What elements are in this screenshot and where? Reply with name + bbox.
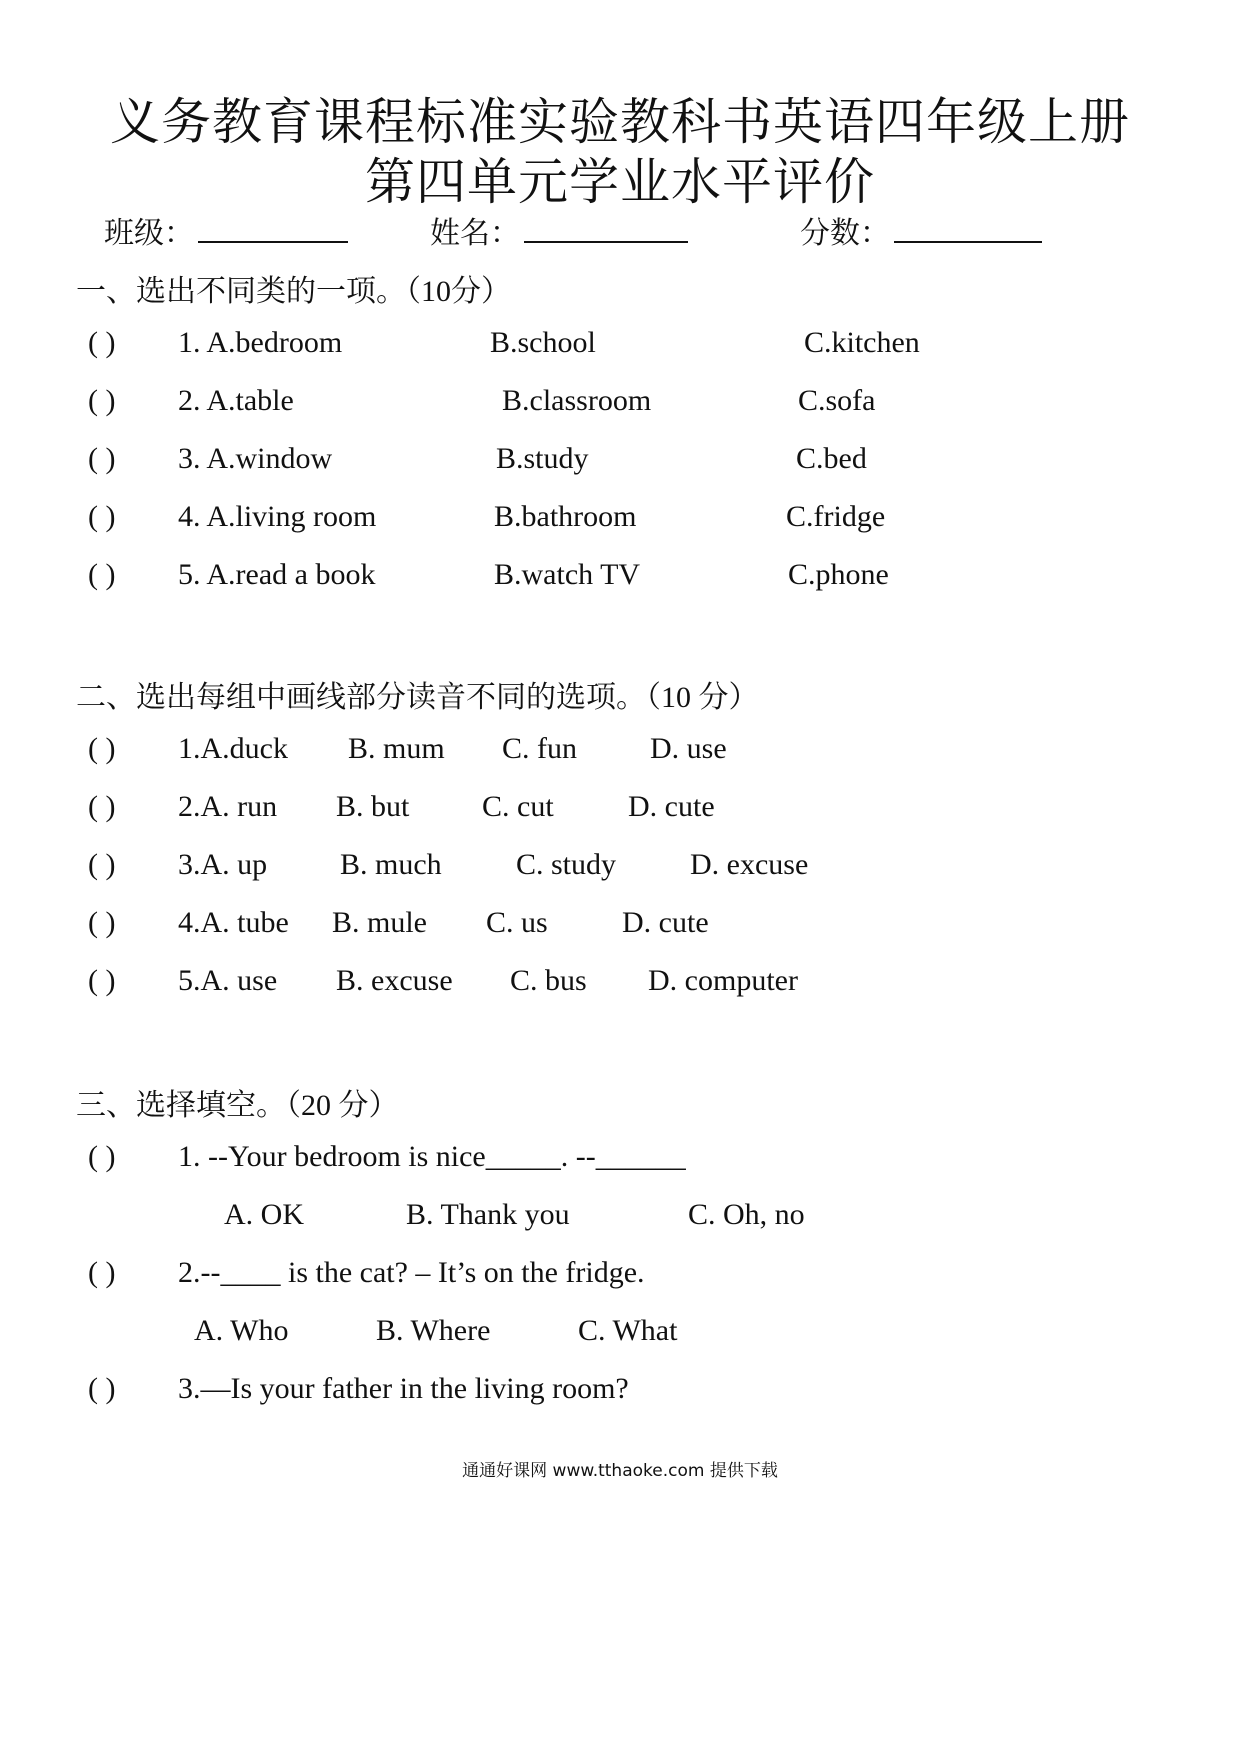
s1-q5-c: C.phone (788, 558, 889, 591)
s2-q2-c: C. cut (482, 790, 554, 823)
s1-q5-bracket[interactable]: ( ) (88, 558, 116, 591)
s1-q1-bracket[interactable]: ( ) (88, 326, 116, 359)
s2-q1-b: B. mum (348, 732, 445, 765)
s2-q1-bracket[interactable]: ( ) (88, 732, 116, 765)
s2-q5-c: C. bus (510, 964, 587, 997)
s3-q1-bracket[interactable]: ( ) (88, 1140, 116, 1173)
s1-q2-c: C.sofa (798, 384, 876, 417)
s3-q2-c: C. What (578, 1314, 678, 1347)
s1-q3-b: B.study (496, 442, 589, 475)
name-label: 姓名： (430, 217, 520, 250)
s2-q1-a: 1.A.duck (178, 732, 288, 765)
s1-q1-c: C.kitchen (804, 326, 920, 359)
s2-q4-a: 4.A. tube (178, 906, 289, 939)
s2-q5-d: D. computer (648, 964, 798, 997)
section2-heading: 二、选出每组中画线部分读音不同的选项。（10 分） (76, 681, 759, 714)
s1-q1-b: B.school (490, 326, 596, 359)
s2-q5-bracket[interactable]: ( ) (88, 964, 116, 997)
s3-q2-text: 2.--____ is the cat? – It’s on the fridge. (178, 1256, 645, 1289)
s2-q2-bracket[interactable]: ( ) (88, 790, 116, 823)
s2-q5-a: 5.A. use (178, 964, 278, 997)
s1-q3-c: C.bed (796, 442, 867, 475)
s1-q3-bracket[interactable]: ( ) (88, 442, 116, 475)
s2-q4-bracket[interactable]: ( ) (88, 906, 116, 939)
s2-q2-a: 2.A. run (178, 790, 278, 823)
page-title: 义务教育课程标准实验教科书英语四年级上册 (110, 94, 1130, 150)
s3-q3-bracket[interactable]: ( ) (88, 1372, 116, 1405)
score-label: 分数： (800, 217, 890, 250)
page-subtitle: 第四单元学业水平评价 (365, 154, 875, 210)
s1-q3-a: 3. A.window (178, 442, 333, 475)
s2-q2-b: B. but (336, 790, 410, 823)
s1-q4-a: 4. A.living room (178, 500, 377, 533)
s3-q1-a: A. OK (224, 1198, 304, 1231)
s3-q1-text: 1. --Your bedroom is nice_____. --______ (178, 1140, 686, 1173)
s3-q2-bracket[interactable]: ( ) (88, 1256, 116, 1289)
s2-q5-b: B. excuse (336, 964, 453, 997)
s1-q2-b: B.classroom (502, 384, 652, 417)
s2-q1-c: C. fun (502, 732, 577, 765)
name-blank[interactable] (524, 211, 688, 243)
s1-q5-a: 5. A.read a book (178, 558, 376, 591)
class-label: 班级： (104, 217, 194, 250)
footer-credit: 通通好课网 www.tthaoke.com 提供下载 (462, 1461, 778, 1481)
s2-q4-c: C. us (486, 906, 548, 939)
s1-q2-bracket[interactable]: ( ) (88, 384, 116, 417)
s2-q3-c: C. study (516, 848, 617, 881)
s2-q1-d: D. use (650, 732, 727, 765)
s3-q1-b: B. Thank you (406, 1198, 570, 1231)
s2-q3-a: 3.A. up (178, 848, 268, 881)
s2-q3-bracket[interactable]: ( ) (88, 848, 116, 881)
section1-heading: 一、选出不同类的一项。（10分） (76, 275, 511, 308)
s3-q3-text: 3.—Is your father in the living room? (178, 1372, 629, 1405)
name-field (430, 208, 688, 252)
class-blank[interactable] (198, 211, 348, 243)
s1-q1-a: 1. A.bedroom (178, 326, 343, 359)
s1-q4-bracket[interactable]: ( ) (88, 500, 116, 533)
s1-q4-b: B.bathroom (494, 500, 637, 533)
s2-q4-d: D. cute (622, 906, 709, 939)
section3-heading: 三、选择填空。（20 分） (76, 1089, 399, 1122)
s3-q2-a: A. Who (194, 1314, 289, 1347)
s2-q4-b: B. mule (332, 906, 427, 939)
s1-q4-c: C.fridge (786, 500, 886, 533)
s3-q1-c: C. Oh, no (688, 1198, 805, 1231)
score-field (800, 208, 1042, 252)
class-field (104, 208, 348, 252)
s1-q2-a: 2. A.table (178, 384, 294, 417)
s2-q3-d: D. excuse (690, 848, 809, 881)
s2-q2-d: D. cute (628, 790, 715, 823)
score-blank[interactable] (894, 211, 1042, 243)
s3-q2-b: B. Where (376, 1314, 491, 1347)
s2-q3-b: B. much (340, 848, 442, 881)
s1-q5-b: B.watch TV (494, 558, 641, 591)
